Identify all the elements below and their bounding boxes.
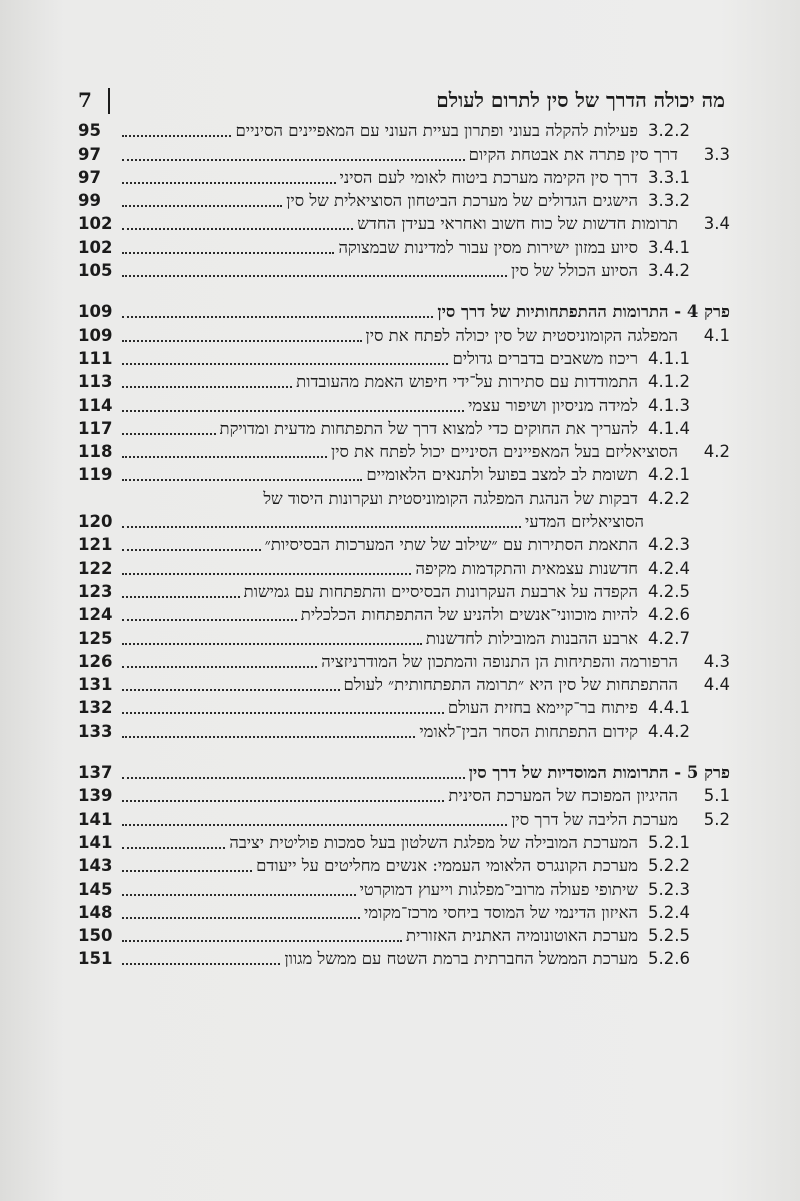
toc-entry-title: הסוציאליזם בעל המאפיינים הסיניים יכול לפתח את סין [330, 442, 678, 462]
toc-entry-number: 4.1.4 [648, 418, 690, 438]
toc-dot-leader [122, 527, 261, 551]
toc-dot-leader [122, 574, 240, 598]
toc-dot-leader [122, 621, 422, 645]
toc-page-number: 109 [78, 325, 113, 345]
toc-entry-title: ההתפתחות של סין היא ״תרומה התפתחותית״ לעולם [343, 675, 678, 695]
toc-page-number: 117 [78, 418, 113, 438]
toc-page-number: 119 [78, 465, 113, 485]
toc-page-number: 124 [78, 605, 113, 625]
toc-entry-title: סיוע במזון ישירות מסין עבור למדינות שבמצוקה [338, 237, 638, 257]
toc-page-number: 102 [78, 237, 113, 257]
toc-entry-title: שיתופי פעולה מרובי־מפלגות וייעוץ דמוקרטי [359, 879, 638, 899]
toc-page-number: 97 [78, 167, 101, 187]
toc-dot-leader [122, 137, 465, 161]
table-of-contents [78, 119, 730, 970]
toc-dot-leader [122, 667, 340, 691]
toc-dot-leader [122, 690, 444, 714]
toc-page-number: 122 [78, 558, 113, 578]
toc-dot-leader [122, 434, 327, 458]
toc-entry-number: 4.2.4 [648, 558, 690, 578]
toc-page-number: 151 [78, 949, 113, 969]
toc-dot-leader [122, 778, 444, 802]
toc-page-number: 141 [78, 832, 113, 852]
toc-entry-number: 5.2.3 [648, 879, 690, 899]
toc-dot-leader [122, 183, 282, 207]
toc-dot-leader [122, 895, 360, 919]
toc-dot-leader [122, 206, 353, 230]
toc-entry-number: 4.1.1 [648, 348, 690, 368]
toc-dot-leader [122, 364, 292, 388]
toc-entry-number: 4.4.1 [648, 698, 690, 718]
toc-entry-number: 4.4 [703, 675, 730, 695]
toc-entry-number: 4.1.3 [648, 395, 690, 415]
toc-entry [78, 259, 730, 282]
toc-entry-title: למידה מניסיון ושיפור עצמי [468, 395, 638, 415]
toc-dot-leader [122, 825, 225, 849]
toc-entry-title: קידום התפתחות הסחר הבין־לאומי [419, 721, 638, 741]
running-header [78, 86, 725, 116]
toc-entry-title: פיתוח בר־קיימא בחזית העולם [447, 698, 638, 718]
toc-dot-leader [122, 294, 433, 318]
toc-page-number: 111 [78, 348, 113, 368]
toc-entry [78, 463, 730, 486]
header-separator [108, 88, 110, 114]
toc-entry-number: 5.2.2 [648, 856, 690, 876]
toc-entry-title: פרק 4 - התרומות ההתפתחותיות של דרך סין [437, 302, 730, 322]
toc-entry-title: המפלגה הקומוניסטית של סין יכולה לפתח את סין [365, 325, 678, 345]
toc-entry-number: 5.1 [703, 786, 730, 806]
toc-page-number: 150 [78, 926, 113, 946]
toc-entry-title: האיזון הדינמי של המוסד ביחסי מרכז־מקומי [364, 902, 638, 922]
toc-dot-leader [122, 504, 521, 528]
toc-page-number: 120 [78, 512, 113, 532]
toc-entry-title: מערכת הממשל החברתית ברמת השטח עם ממשל מגוון [284, 949, 638, 969]
toc-page-number: 139 [78, 786, 113, 806]
header-title: מה יכולה הדרך של סין לתרום לעולם [436, 88, 725, 112]
toc-entry-number: 3.3.1 [648, 167, 690, 187]
toc-entry-number: 5.2.1 [648, 832, 690, 852]
toc-entry-title: מערכת הקונגרס הלאומי העממי: אנשים מחליטים על ייעודם [256, 856, 638, 876]
toc-page-number: 125 [78, 628, 113, 648]
toc-entry-number: 5.2.5 [648, 926, 690, 946]
toc-entry-number: 5.2.6 [648, 949, 690, 969]
toc-dot-leader [122, 802, 507, 826]
toc-page-number: 113 [78, 372, 113, 392]
toc-page-number: 97 [78, 144, 101, 164]
toc-page-number: 143 [78, 856, 113, 876]
toc-page-number: 114 [78, 395, 113, 415]
toc-entry-title: תשומת לב למצב בפועל ולתנאים הלאומיים [366, 465, 638, 485]
toc-entry-number: 3.3 [703, 144, 730, 164]
toc-dot-leader [122, 941, 280, 965]
toc-entry-number: 3.4.1 [648, 237, 690, 257]
toc-entry-number: 4.2.2 [648, 488, 690, 508]
toc-entry-number: 4.2.7 [648, 628, 690, 648]
toc-dot-leader [122, 918, 402, 942]
toc-dot-leader [122, 411, 216, 435]
toc-entry-title: דבקות של הנהגת המפלגה הקומוניסטית ועקרונות היסוד של [263, 488, 638, 508]
toc-dot-leader [122, 872, 356, 896]
toc-entry-number: 3.2.2 [648, 121, 690, 141]
toc-dot-leader [122, 597, 297, 621]
toc-page-number: 95 [78, 121, 101, 141]
toc-entry-number: 4.1.2 [648, 372, 690, 392]
toc-entry-title: דרך סין הקימה מערכת ביטוח לאומי לעם הסיני [339, 167, 638, 187]
toc-page-number: 141 [78, 809, 113, 829]
toc-dot-leader [122, 755, 465, 779]
toc-entry [78, 719, 730, 742]
toc-dot-leader [122, 230, 334, 254]
toc-entry-title: ההיגיון המפוכח של המערכת הסינית [448, 786, 678, 806]
toc-entry-number: 5.2.4 [648, 902, 690, 922]
toc-entry-number: 4.2.6 [648, 605, 690, 625]
toc-dot-leader [122, 253, 507, 277]
toc-entry-title: להיות מוכווני־אנשים ולהניע של ההתפתחות הכלכלית [300, 605, 638, 625]
toc-entry-title: להעריך את החוקים כדי למצוא דרך של התפתחות מדעית ומדויקת [219, 418, 638, 438]
toc-entry-title: ריכוז משאבים בדברים גדולים [452, 348, 638, 368]
toc-entry-title: הסיוע הכולל של סין [510, 261, 638, 281]
toc-entry-title: המערכת המובילה של מפלגת השלטון בעל סמכות פוליטית יציבה [229, 832, 638, 852]
toc-dot-leader [122, 388, 464, 412]
page-number: 7 [78, 88, 92, 112]
toc-entry-number: 4.2.1 [648, 465, 690, 485]
toc-page-number: 123 [78, 581, 113, 601]
toc-dot-leader [122, 714, 415, 738]
toc-page-number: 126 [78, 651, 113, 671]
toc-entry [78, 947, 730, 970]
toc-entry-title: הקפדה על ארבעת העקרונות הבסיסיים והתפתחות עם גמישות [243, 581, 638, 601]
toc-page-number: 133 [78, 721, 113, 741]
toc-dot-leader [122, 318, 362, 342]
toc-page-number: 137 [78, 763, 113, 783]
toc-page-number: 148 [78, 902, 113, 922]
toc-dot-leader [122, 848, 252, 872]
toc-entry-number: 4.2.3 [648, 535, 690, 555]
toc-page-number: 121 [78, 535, 113, 555]
toc-page-number: 145 [78, 879, 113, 899]
toc-dot-leader [122, 113, 231, 137]
toc-entry-number: 4.2 [703, 442, 730, 462]
toc-entry-title: ארבע ההבנות המובילות לחדשנות [425, 628, 638, 648]
toc-entry-title: התאמת הסתירות עם ״שילוב של שתי המערכות הבסיסיות״ [264, 535, 638, 555]
toc-page-number: 99 [78, 191, 101, 211]
toc-entry-title: הרפורמה והפתיחות הן התנופה והמתכון של המודרניזציה [321, 651, 678, 671]
toc-entry-title: פרק 5 - התרומות המוסדיות של דרך סין [468, 763, 730, 783]
toc-dot-leader [122, 341, 448, 365]
toc-entry-title: מערכת האוטונומיה האתנית האזורית [406, 926, 638, 946]
toc-dot-leader [122, 644, 317, 668]
toc-dot-leader [122, 457, 362, 481]
toc-entry-title: מערכת הליבה של דרך סין [511, 809, 678, 829]
toc-entry-title: חדשנות עצמאית והתקדמות מקיפה [415, 558, 638, 578]
toc-dot-leader [122, 160, 336, 184]
toc-entry-number: 4.4.2 [648, 721, 690, 741]
toc-entry-number: 3.4 [703, 214, 730, 234]
toc-entry-title: התמודדות עם סתירות על־ידי חיפוש האמת מהעובדות [296, 372, 638, 392]
toc-entry-number: 5.2 [703, 809, 730, 829]
toc-entry-number: 3.3.2 [648, 191, 690, 211]
toc-entry-number: 4.1 [703, 325, 730, 345]
toc-page-number: 132 [78, 698, 113, 718]
toc-entry-title: הסוציאליזם המדעי [524, 512, 644, 532]
toc-entry-title: פעילות להקלה בעוני ופתרון בעיית העוני עם המאפיינים הסיניים [235, 121, 638, 141]
toc-entry-title: דרך סין פתרה את אבטחת הקיום [468, 144, 678, 164]
toc-entry-number: 4.2.5 [648, 581, 690, 601]
toc-page-number: 118 [78, 442, 113, 462]
toc-page-number: 102 [78, 214, 113, 234]
toc-entry-number: 3.4.2 [648, 261, 690, 281]
toc-page-number: 105 [78, 261, 113, 281]
toc-entry-number: 4.3 [703, 651, 730, 671]
toc-page-number: 131 [78, 675, 113, 695]
toc-dot-leader [122, 551, 411, 575]
toc-entry-title: תרומות חדשות של כוח חשוב ואחראי בעידן החדש [357, 214, 678, 234]
toc-entry-title: הישגים הגדולים של מערכת הביטחון הסוציאלית של סין [286, 191, 638, 211]
toc-page-number: 109 [78, 302, 113, 322]
